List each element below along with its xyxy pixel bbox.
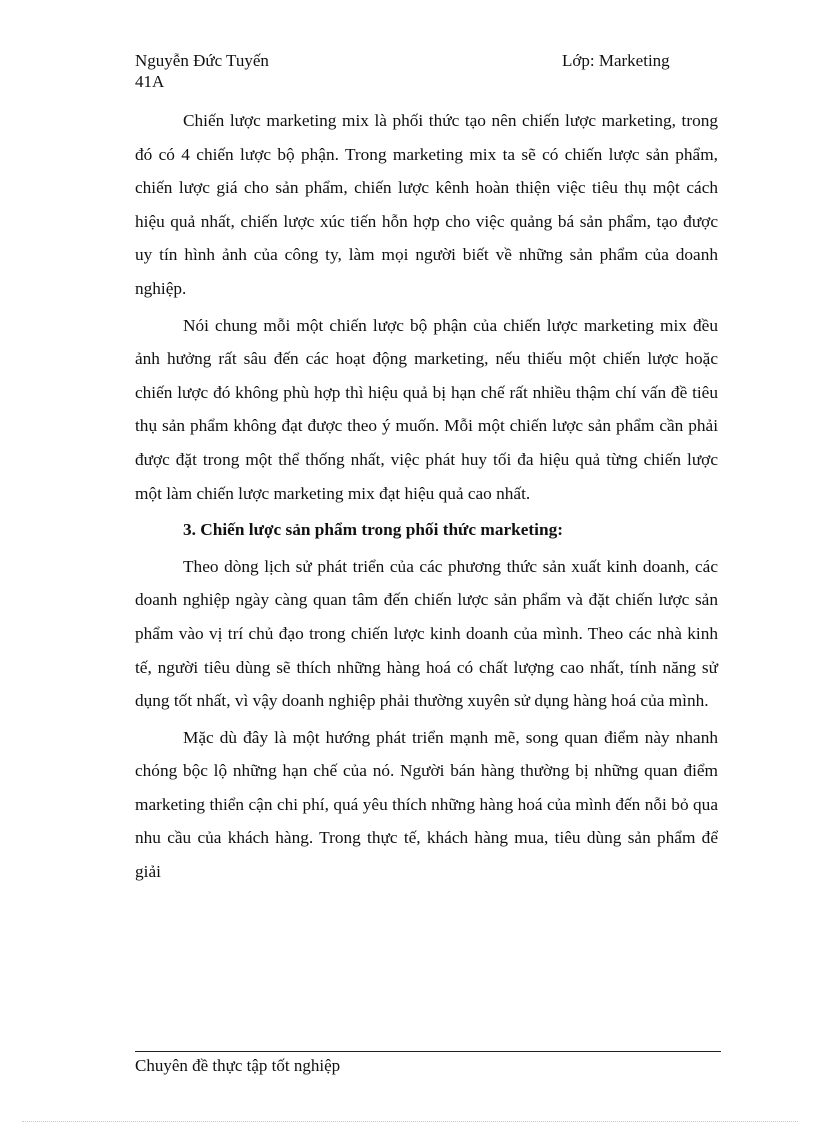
paragraph-3: Theo dòng lịch sử phát triển của các phương thức sản xuất kinh doanh, các doanh nghiệp ngày càng quan tâm đến chiến lược sản phẩm và đặt chiến lược sản phẩm vào vị trí chủ đạo trong chiến lược kinh doanh của mình. Theo các nhà kinh tế, người tiêu dùng sẽ thích những hàng hoá có chất lượng cao nhất, tính năng sử dụng tốt nhất, vì vậy doanh nghiệp phải thường xuyên sử dụng hàng hoá của mình.: [135, 556, 718, 711]
footer-divider: [135, 1051, 721, 1052]
class-subject: Lớp: Marketing: [562, 51, 670, 70]
paragraph-1: Chiến lược marketing mix là phối thức tạo nên chiến lược marketing, trong đó có 4 chiến lược bộ phận. Trong marketing mix ta sẽ có chiến lược sản phẩm, chiến lược giá cho sản phẩm, chiến lược kênh hoàn thiện việc tiêu thụ một cách hiệu quả nhất, chiến lược xúc tiến hỗn hợp cho việc quảng bá sản phẩm, tạo được uy tín hình ảnh của công ty, làm mọi người biết về những sản phẩm của doanh nghiệp.: [135, 111, 718, 298]
class-code: 41A: [135, 72, 165, 91]
section-heading: 3. Chiến lược sản phẩm trong phối thức marketing:: [183, 520, 563, 540]
paragraph-2: Nói chung mỗi một chiến lược bộ phận của chiến lược marketing mix đều ảnh hưởng rất sâu đến các hoạt động marketing, nếu thiếu một chiến lược hoặc chiến lược đó không phù hợp thì hiệu quả bị hạn chế rất nhiều thậm chí vấn đề tiêu thụ sản phẩm không đạt được theo ý muốn. Mỗi một chiến lược sản phẩm cần phải được đặt trong một thể thống nhất, việc phát huy tối đa hiệu quả từng chiến lược một làm chiến lược marketing mix đạt hiệu quả cao nhất.: [135, 315, 718, 503]
author-name: Nguyễn Đức Tuyến: [135, 51, 269, 70]
page-footer: Chuyên đề thực tập tốt nghiệp: [135, 1056, 341, 1075]
document-body: [135, 104, 718, 892]
page-edge-divider: [22, 1121, 798, 1122]
paragraph-4: Mặc dù đây là một hướng phát triển mạnh mẽ, song quan điểm này nhanh chóng bộc lộ những hạn chế của nó. Người bán hàng thường bị những quan điểm marketing thiển cận chi phí, quá yêu thích những hàng hoá của mình đến nỗi bỏ qua nhu cầu của khách hàng. Trong thực tế, khách hàng mua, tiêu dùng sản phẩm để giải: [135, 727, 718, 882]
